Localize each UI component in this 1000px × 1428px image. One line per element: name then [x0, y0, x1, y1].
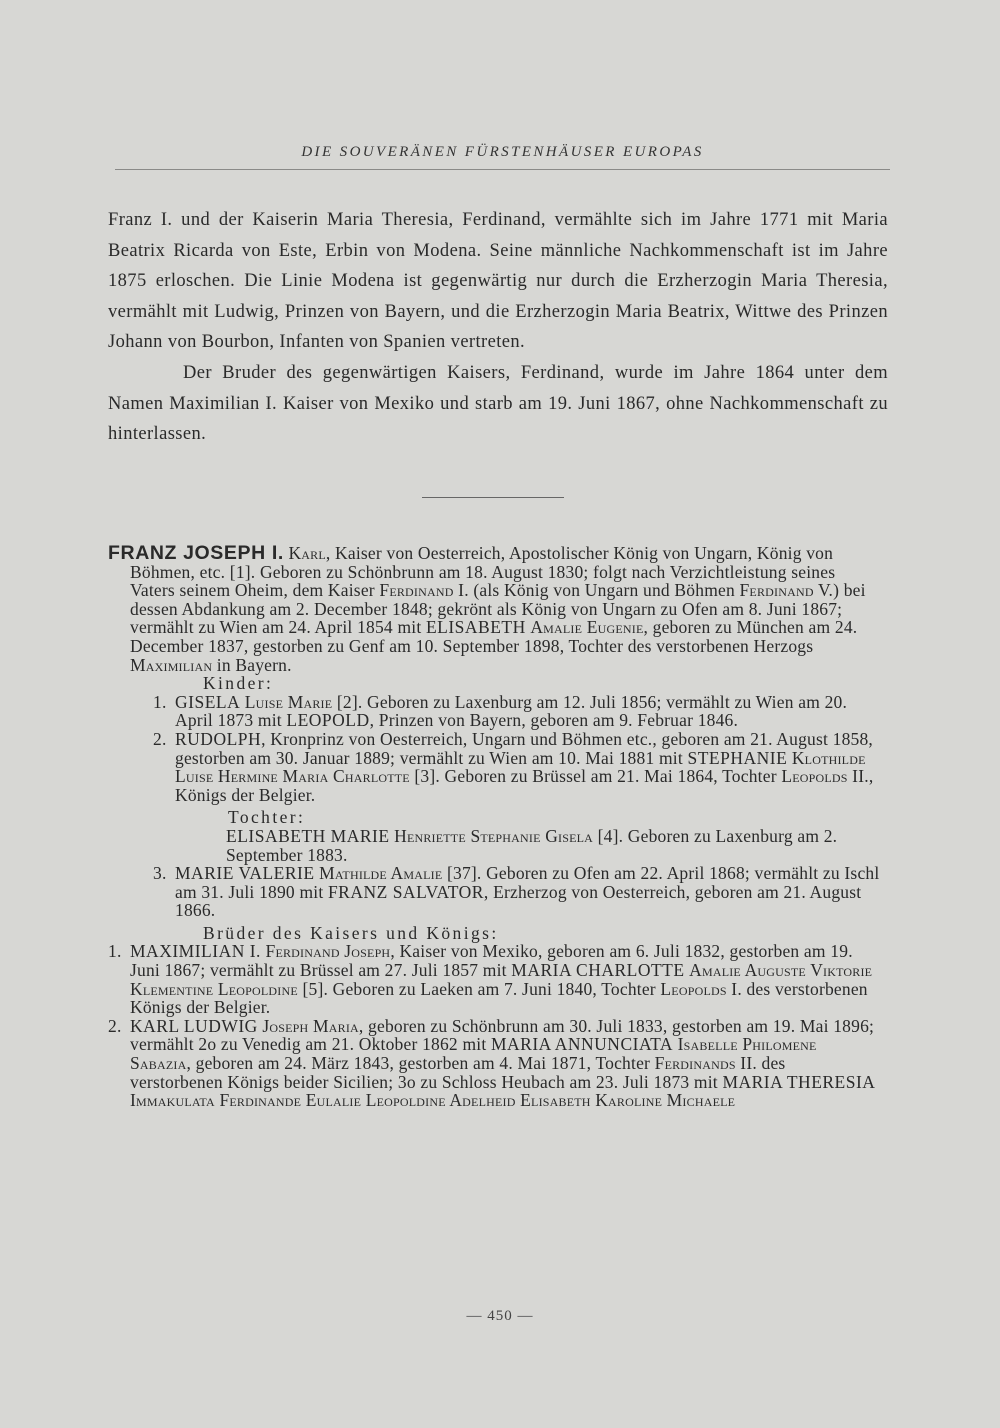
kinder-heading: Kinder: [203, 673, 274, 694]
brother-spouse: MARIA CHARLOTTE [511, 960, 685, 981]
brother-leopolds: Leopolds [660, 978, 727, 999]
running-title: DIE SOUVERÄNEN FÜRSTENHÄUSER EUROPAS [301, 144, 704, 160]
tochter-heading: Tochter: [228, 807, 306, 828]
child-spouse-sc: Klothilde Luise Hermine Maria Charlotte [175, 747, 866, 787]
brother-text: , geboren zu Schönbrunn am 30. Juli 1833, gestorben am 19. Mai 1896; vermählt 2o zu Venedig am 21. Oktober 1862 mit [130, 1015, 875, 1055]
child-leopolds: Leopolds [781, 766, 848, 787]
child-name-sc: Luise Marie [244, 691, 333, 712]
child-spouse: LEOPOLD [286, 710, 370, 731]
section-separator [422, 497, 564, 498]
child-text-3: II., Königs der Belgier. [175, 766, 874, 805]
intro-paragraph-1: Franz I. und der Kaiserin Maria Theresia, Ferdinand, vermählte sich im Jahre 1771 mit Maria Beatrix Ricarda von Este, Erbin von Modena. Seine männliche Nachkommenschaft ist im Jahre 1875 erloschen. Die Linie Modena ist gegenwärtig nur durch die Erzherzogin Maria Theresia, vermählt mit Ludwig, Prinzen von Bayern, und die Erzherzogin Maria Beatrix, Wittwe des Prinzen Johann von Bourbon, Infanten von Spanien vertreten. [108, 210, 888, 353]
page-number: — 450 — [466, 1308, 534, 1324]
brother-text: , Kaiser von Mexiko, geboren am 6. Juli 1832, gestorben am 19. Juni 1867; vermählt zu Brüssel am 27. Juli 1857 mit [130, 941, 853, 981]
child-spouse: FRANZ SALVATOR [327, 881, 484, 902]
entry-name-sc: Karl [288, 543, 326, 563]
entry-text-5: in Bayern. [212, 654, 292, 675]
child-entry-3 [108, 864, 880, 920]
brother-text-2: , geboren am 24. März 1843, gestorben am 4. Mai 1871, Tochter [186, 1053, 655, 1074]
brother-name-sc: Joseph Maria [262, 1015, 359, 1036]
child-number: 2. [153, 728, 167, 749]
entry-name: FRANZ JOSEPH I. [108, 542, 284, 564]
entry-maximilian: Maximilian [130, 654, 213, 675]
child-text: [37]. Geboren zu Ofen am 22. April 1868; vermählt zu Ischl am 31. Juli 1890 mit [175, 863, 880, 902]
entry-text-1: , Kaiser von Oesterreich, Apostolischer König von Ungarn, König von Böhmen, etc. [1]. Geboren zu Schönbrunn am 18. August 1830; folgt nach Verzichtleistung seines Vaters seinem Oheim, dem Kaiser [130, 543, 836, 601]
main-entry [108, 544, 880, 674]
brother-spouse-2-sc: Immakulata Ferdinande Eulalie Leopoldine Adelheid Elisabeth Karoline Michaele [130, 1090, 736, 1111]
grandchild-name: ELISABETH MARIE [226, 825, 390, 846]
brother-text-2: [5]. Geboren zu Laeken am 7. Juni 1840, Tochter [297, 978, 661, 999]
child-spouse: STEPHANIE [687, 747, 788, 768]
brother-name-sc: Ferdinand Joseph [265, 941, 391, 962]
entry-spouse-name: ELISABETH [425, 617, 526, 638]
brother-text-3: I. des verstorbenen Königs der Belgier. [130, 978, 868, 1018]
brother-text-3: II. des verstorbenen Königs beider Sicilien; 3o zu Schloss Heubach am 23. Juli 1873 mit [130, 1053, 786, 1092]
grandchild-name-sc: Henriette Stephanie Gisela [394, 825, 594, 846]
genealogy-entry [108, 544, 880, 1110]
child-number: 3. [153, 863, 167, 884]
brother-number: 1. [108, 941, 122, 962]
brother-entry-2 [108, 1017, 880, 1110]
child-number: 1. [153, 691, 167, 712]
entry-text-3: V.) bei dessen Abdankung am 2. December 1848; gekrönt als König von Ungarn zu Ofen am 8. Juni 1867; vermählt zu Wien am 24. April 1854 mit [130, 580, 866, 638]
child-text-2: , Erzherzog von Oesterreich, geboren am 21. August 1866. [175, 881, 862, 921]
brother-spouse-sc: Amalie Auguste Viktorie Klementine Leopoldine [130, 960, 873, 999]
child-name-sc: Mathilde Amalie [319, 863, 443, 884]
child-text-2: , Prinzen von Bayern, geboren am 9. Februar 1846. [369, 710, 739, 731]
brother-spouse: MARIA ANNUNCIATA [490, 1034, 674, 1055]
header-rule [115, 169, 890, 170]
brother-name: KARL LUDWIG [130, 1015, 258, 1036]
child-text-2: [3]. Geboren zu Brüssel am 21. Mai 1864, Tochter [409, 766, 782, 787]
brother-spouse-2: MARIA THERESIA [722, 1071, 876, 1092]
child-text: [2]. Geboren zu Laxenburg am 12. Juli 1856; vermählt zu Wien am 20. April 1873 mit [175, 691, 848, 731]
brother-ferdinands: Ferdinands [654, 1053, 736, 1074]
child-entry-2 [108, 730, 880, 804]
intro-text [108, 205, 888, 450]
grandchild-entry [108, 827, 880, 864]
child-entry-1 [108, 693, 880, 730]
child-name: MARIE VALERIE [175, 863, 315, 884]
child-text: , Kronprinz von Oesterreich, Ungarn und Böhmen etc., geboren am 21. August 1858, gestorben am 30. Januar 1889; vermählt zu Wien am 10. Mai 1881 mit [175, 728, 873, 768]
entry-text-4: , geboren zu München am 24. December 1837, gestorben zu Genf am 10. September 1898, Tochter des verstorbenen Herzogs [130, 617, 858, 656]
child-name: GISELA [175, 691, 241, 712]
entry-ferdinand-2: Ferdinand [739, 580, 814, 601]
brother-number: 2. [108, 1015, 122, 1036]
entry-text-2: I. (als König von Ungarn und Böhmen [453, 580, 740, 601]
child-name: RUDOLPH [175, 728, 262, 749]
brother-name: MAXIMILIAN I. [130, 941, 261, 962]
brueder-heading: Brüder des Kaisers und Königs: [203, 922, 499, 943]
entry-ferdinand-1: Ferdinand [379, 580, 454, 601]
grandchild-text: [4]. Geboren zu Laxenburg am 2. September 1883. [226, 825, 838, 865]
intro-paragraph-2: Der Bruder des gegenwärtigen Kaisers, Ferdinand, wurde im Jahre 1864 unter dem Namen Maximilian I. Kaiser von Mexiko und starb am 19. Juni 1867, ohne Nachkommenschaft zu hinterlassen. [108, 362, 888, 445]
brother-entry-1 [108, 942, 880, 1016]
entry-spouse-sc: Amalie Eugenie [530, 617, 644, 638]
brother-spouse-sc: Isabelle Philomene Sabazia [130, 1034, 817, 1074]
